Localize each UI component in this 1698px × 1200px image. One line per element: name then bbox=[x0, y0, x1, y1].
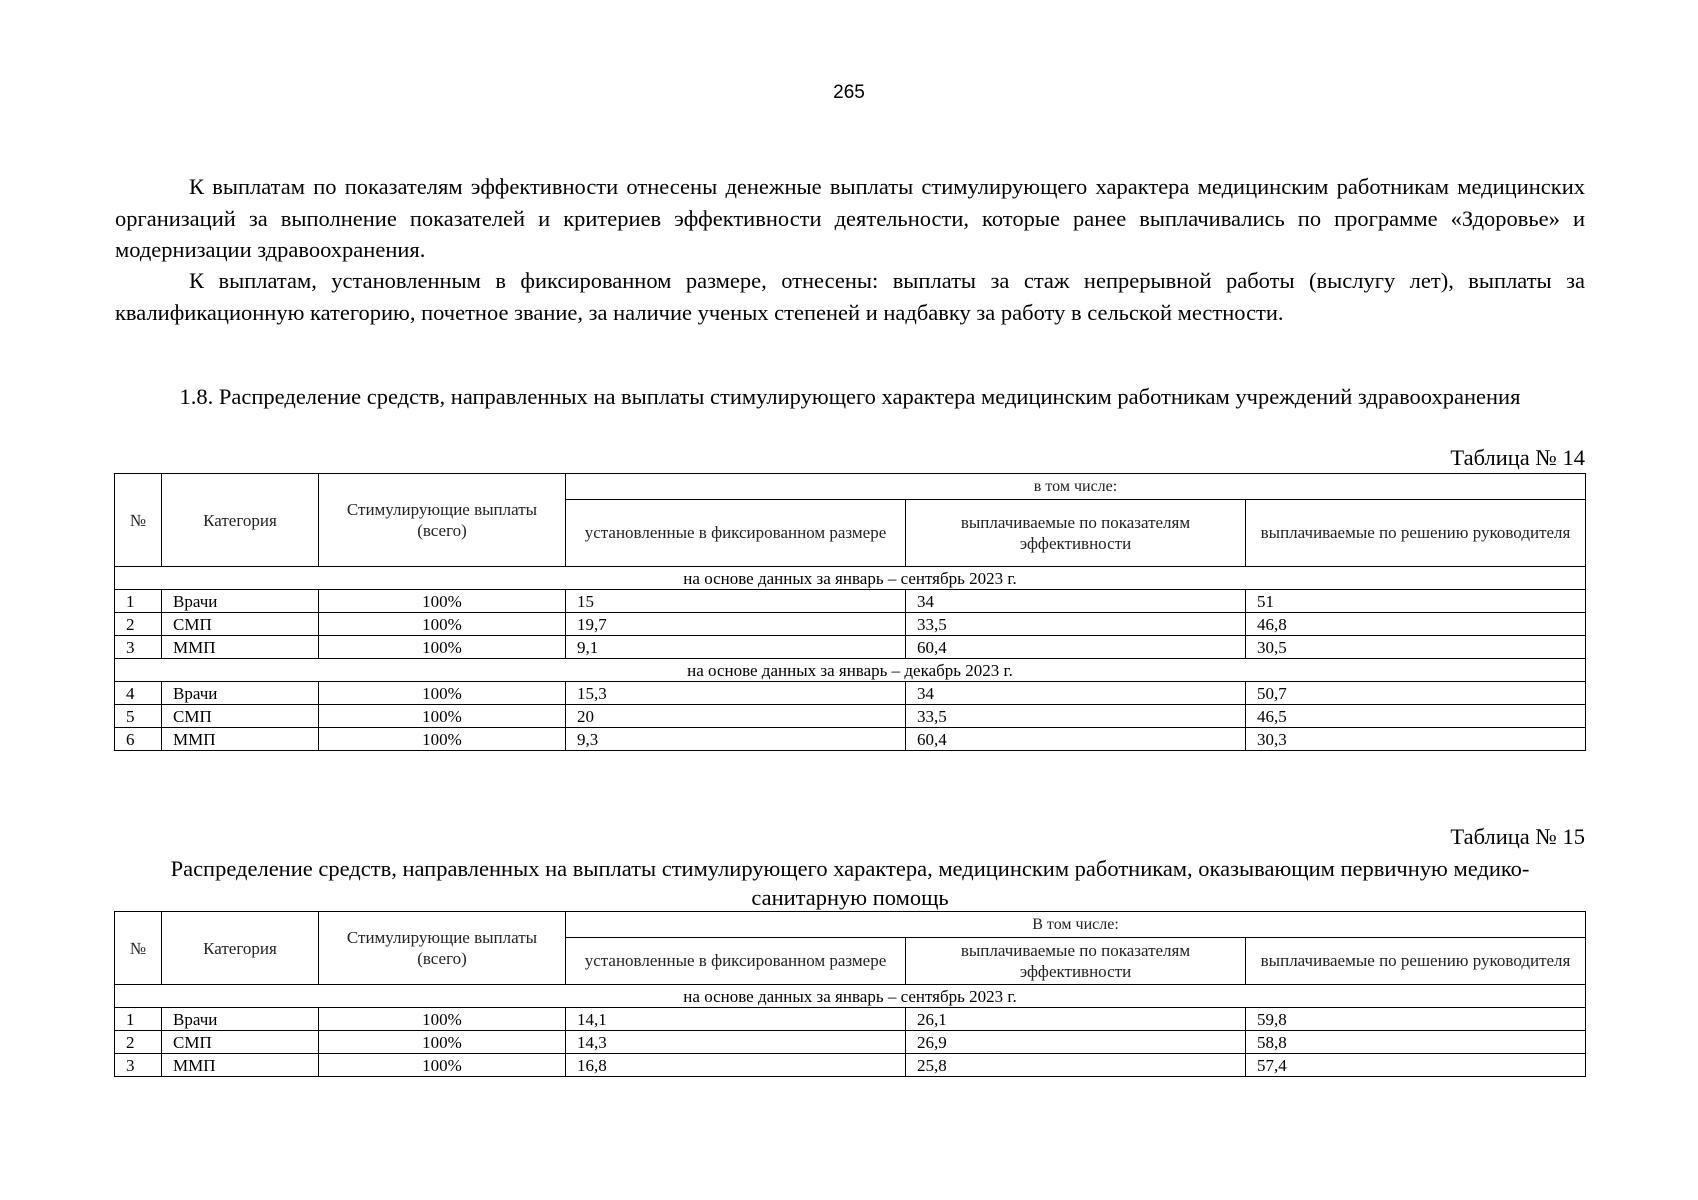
cell-number: 3 bbox=[115, 636, 162, 659]
cell-total: 100% bbox=[319, 1008, 566, 1031]
table-row bbox=[115, 1054, 1586, 1077]
header-including: в том числе: bbox=[566, 474, 1586, 500]
cell-category: Врачи bbox=[162, 1008, 319, 1031]
cell-management: 30,3 bbox=[1246, 728, 1586, 751]
cell-fixed: 16,8 bbox=[566, 1054, 906, 1077]
cell-performance: 26,9 bbox=[906, 1031, 1246, 1054]
cell-management: 50,7 bbox=[1246, 682, 1586, 705]
cell-total: 100% bbox=[319, 682, 566, 705]
cell-performance: 25,8 bbox=[906, 1054, 1246, 1077]
cell-number: 3 bbox=[115, 1054, 162, 1077]
cell-category: ММП bbox=[162, 636, 319, 659]
cell-category: Врачи bbox=[162, 682, 319, 705]
cell-management: 51 bbox=[1246, 590, 1586, 613]
group-title: на основе данных за январь – декабрь 2023 г. bbox=[115, 659, 1586, 682]
cell-category: СМП bbox=[162, 705, 319, 728]
header-management: выплачиваемые по решению руководителя bbox=[1246, 937, 1586, 984]
cell-fixed: 9,1 bbox=[566, 636, 906, 659]
cell-fixed: 14,1 bbox=[566, 1008, 906, 1031]
table-row bbox=[115, 636, 1586, 659]
cell-number: 1 bbox=[115, 1008, 162, 1031]
page-number: 265 bbox=[833, 82, 865, 103]
cell-total: 100% bbox=[319, 636, 566, 659]
header-category: Категория bbox=[162, 912, 319, 985]
table-14 bbox=[114, 473, 1586, 751]
cell-number: 2 bbox=[115, 613, 162, 636]
paragraph-fixed-payments: К выплатам, установленным в фиксированном размере, отнесены: выплаты за стаж непрерывной работы (выслугу лет), выплаты за квалификационную категорию, почетное звание, за наличие ученых степеней и надбавку за работу в сельской местности. bbox=[115, 268, 1585, 325]
cell-management: 46,5 bbox=[1246, 705, 1586, 728]
header-fixed: установленные в фиксированном размере bbox=[566, 499, 906, 566]
cell-fixed: 15 bbox=[566, 590, 906, 613]
cell-total: 100% bbox=[319, 728, 566, 751]
cell-management: 58,8 bbox=[1246, 1031, 1586, 1054]
group-title: на основе данных за январь – сентябрь 2023 г. bbox=[115, 985, 1586, 1008]
table-15-label: Таблица № 15 bbox=[1450, 824, 1585, 849]
cell-management: 46,8 bbox=[1246, 613, 1586, 636]
cell-fixed: 9,3 bbox=[566, 728, 906, 751]
cell-number: 6 bbox=[115, 728, 162, 751]
cell-fixed: 19,7 bbox=[566, 613, 906, 636]
group-title: на основе данных за январь – сентябрь 2023 г. bbox=[115, 567, 1586, 590]
cell-number: 5 bbox=[115, 705, 162, 728]
section-heading: 1.8. Распределение средств, направленных на выплаты стимулирующего характера медицинским работникам учреждений здравоохранения bbox=[179, 384, 1521, 409]
cell-total: 100% bbox=[319, 1054, 566, 1077]
cell-category: ММП bbox=[162, 728, 319, 751]
cell-fixed: 14,3 bbox=[566, 1031, 906, 1054]
cell-management: 57,4 bbox=[1246, 1054, 1586, 1077]
cell-number: 2 bbox=[115, 1031, 162, 1054]
cell-number: 4 bbox=[115, 682, 162, 705]
cell-performance: 60,4 bbox=[906, 728, 1246, 751]
cell-fixed: 15,3 bbox=[566, 682, 906, 705]
cell-number: 1 bbox=[115, 590, 162, 613]
header-total: Стимулирующие выплаты (всего) bbox=[319, 912, 566, 985]
cell-performance: 34 bbox=[906, 590, 1246, 613]
cell-category: Врачи bbox=[162, 590, 319, 613]
cell-total: 100% bbox=[319, 1031, 566, 1054]
cell-category: СМП bbox=[162, 1031, 319, 1054]
header-number: № bbox=[115, 474, 162, 567]
cell-performance: 33,5 bbox=[906, 613, 1246, 636]
cell-total: 100% bbox=[319, 590, 566, 613]
table-row bbox=[115, 1031, 1586, 1054]
cell-total: 100% bbox=[319, 613, 566, 636]
cell-performance: 60,4 bbox=[906, 636, 1246, 659]
cell-category: ММП bbox=[162, 1054, 319, 1077]
cell-performance: 33,5 bbox=[906, 705, 1246, 728]
header-number: № bbox=[115, 912, 162, 985]
cell-fixed: 20 bbox=[566, 705, 906, 728]
header-management: выплачиваемые по решению руководителя bbox=[1246, 499, 1586, 566]
table-row bbox=[115, 1008, 1586, 1031]
cell-category: СМП bbox=[162, 613, 319, 636]
table-row bbox=[115, 682, 1586, 705]
cell-performance: 34 bbox=[906, 682, 1246, 705]
cell-performance: 26,1 bbox=[906, 1008, 1246, 1031]
header-performance: выплачиваемые по показателям эффективности bbox=[906, 937, 1246, 984]
cell-total: 100% bbox=[319, 705, 566, 728]
table-row bbox=[115, 590, 1586, 613]
header-fixed: установленные в фиксированном размере bbox=[566, 937, 906, 984]
header-total: Стимулирующие выплаты (всего) bbox=[319, 474, 566, 567]
table-row bbox=[115, 613, 1586, 636]
table-row bbox=[115, 728, 1586, 751]
header-including: В том числе: bbox=[566, 912, 1586, 938]
header-performance: выплачиваемые по показателям эффективности bbox=[906, 499, 1246, 566]
cell-management: 30,5 bbox=[1246, 636, 1586, 659]
table-15 bbox=[114, 911, 1586, 1077]
table-15-caption: Распределение средств, направленных на выплаты стимулирующего характера, медицинским работникам, оказывающим первичную медико-санитарную помощь bbox=[170, 856, 1530, 910]
table-row bbox=[115, 705, 1586, 728]
paragraph-performance-payments: К выплатам по показателям эффективности отнесены денежные выплаты стимулирующего характера медицинским работникам медицинских организаций за выполнение показателей и критериев эффективности деятельности, которые ранее выплачивались по программе «Здоровье» и модернизации здравоохранения. bbox=[115, 174, 1585, 262]
cell-management: 59,8 bbox=[1246, 1008, 1586, 1031]
header-category: Категория bbox=[162, 474, 319, 567]
table-14-label: Таблица № 14 bbox=[1450, 445, 1585, 470]
